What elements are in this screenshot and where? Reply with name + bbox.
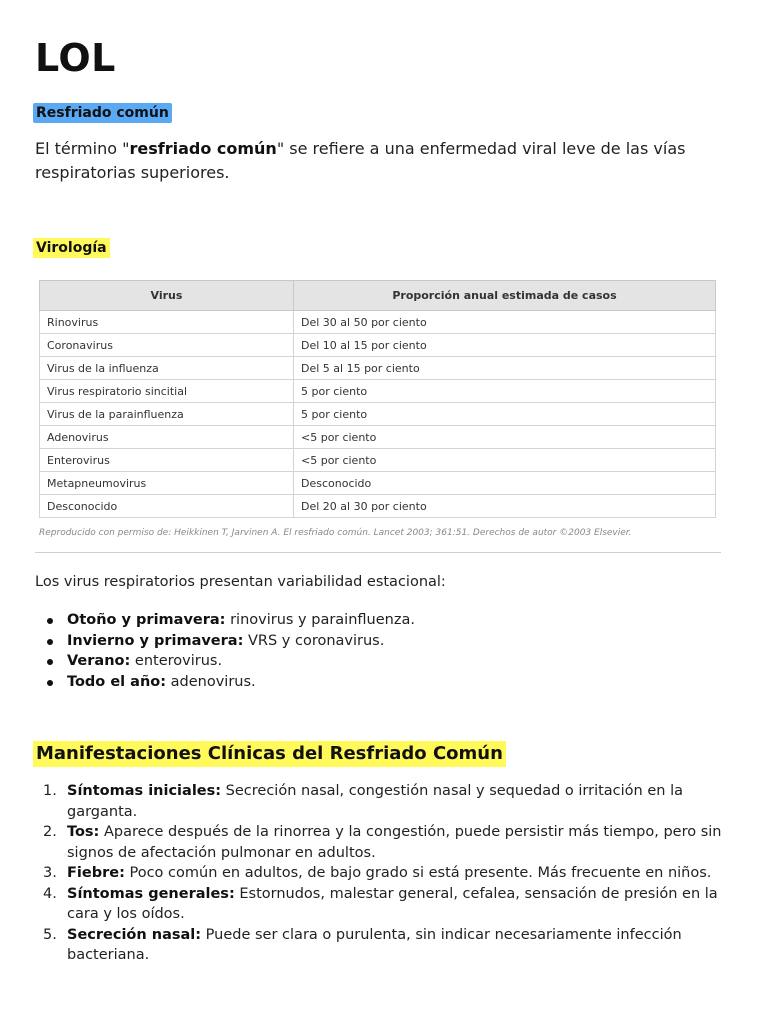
- table-cell-proporcion: Desconocido: [294, 472, 716, 495]
- table-cell-virus: Metapneumovirus: [40, 472, 294, 495]
- bullet-icon: [47, 659, 53, 665]
- bullet-icon: [47, 618, 53, 624]
- list-item-label: Secreción nasal:: [67, 926, 202, 943]
- list-item: [35, 925, 735, 966]
- table-credit: Reproducido con permiso de: Heikkinen T, Jarvinen A. El resfriado común. Lancet 2003; 361:51. Derechos de autor ©2003 Elsevier.: [39, 528, 632, 538]
- table-row: [40, 472, 716, 495]
- table-row: [40, 403, 716, 426]
- list-item: [35, 863, 735, 884]
- table-row: [40, 495, 716, 518]
- list-item-number: 1.: [43, 783, 57, 799]
- page-title: LOL: [35, 36, 116, 80]
- table-cell-virus: Virus de la influenza: [40, 357, 294, 380]
- bullet-icon: [47, 639, 53, 645]
- list-item-text: Secreción nasal, congestión nasal y sequedad o irritación en la garganta.: [67, 783, 683, 820]
- list-item-text: Puede ser clara o purulenta, sin indicar necesariamente infección bacteriana.: [67, 926, 682, 963]
- table-row: [40, 380, 716, 403]
- seasons-list: [35, 610, 415, 692]
- section-heading-virologia: Virología: [33, 238, 110, 258]
- list-item-text: rinovirus y parainfluenza.: [225, 612, 415, 628]
- list-item-number: 3.: [43, 865, 57, 881]
- list-item-number: 4.: [43, 885, 57, 902]
- intro-text-bold: resfriado común: [129, 139, 277, 158]
- table-cell-virus: Desconocido: [40, 495, 294, 518]
- list-item: [35, 631, 415, 652]
- list-item-label: Síntomas iniciales:: [67, 783, 222, 799]
- table-cell-proporcion: 5 por ciento: [294, 380, 716, 403]
- intro-text-before: El término ": [35, 139, 130, 158]
- list-item-text: Estornudos, malestar general, cefalea, sensación de presión en la cara y los oídos.: [67, 885, 718, 922]
- list-item: [35, 672, 415, 693]
- table-header-virus: Virus: [40, 281, 294, 311]
- list-item-label: Todo el año:: [67, 673, 167, 690]
- table-cell-proporcion: Del 5 al 15 por ciento: [294, 357, 716, 380]
- list-item-label: Síntomas generales:: [67, 885, 235, 902]
- list-item-label: Verano:: [67, 653, 131, 669]
- list-item-label: Fiebre:: [67, 865, 125, 881]
- table-cell-virus: Virus respiratorio sincitial: [40, 380, 294, 403]
- table-cell-proporcion: <5 por ciento: [294, 426, 716, 449]
- section-heading-manifestaciones: Manifestaciones Clínicas del Resfriado Común: [33, 741, 506, 767]
- table-cell-virus: Coronavirus: [40, 334, 294, 357]
- table-row: [40, 357, 716, 380]
- table-cell-proporcion: <5 por ciento: [294, 449, 716, 472]
- list-item-text: adenovirus.: [166, 673, 256, 690]
- table-row: [40, 449, 716, 472]
- manifestaciones-list: [35, 781, 735, 966]
- virus-table: [39, 280, 716, 518]
- list-item-number: 2.: [43, 824, 57, 840]
- table-row: [40, 311, 716, 334]
- list-item-text: Poco común en adultos, de bajo grado si está presente. Más frecuente en niños.: [124, 865, 712, 881]
- list-item-text: enterovirus.: [130, 653, 223, 669]
- intro-text-after: " se refiere a una enfermedad viral leve de las vías respiratorias superiores.: [35, 139, 686, 182]
- intro-paragraph: [35, 137, 725, 185]
- section-heading-resfriado: Resfriado común: [33, 103, 172, 123]
- table-row: [40, 426, 716, 449]
- list-item-text: VRS y coronavirus.: [243, 632, 385, 649]
- table-header-row: [40, 281, 716, 311]
- table-cell-proporcion: Del 10 al 15 por ciento: [294, 334, 716, 357]
- table-cell-proporcion: Del 20 al 30 por ciento: [294, 495, 716, 518]
- list-item: [35, 884, 735, 925]
- table-cell-virus: Virus de la parainfluenza: [40, 403, 294, 426]
- list-item-number: 5.: [43, 926, 57, 943]
- table-cell-virus: Rinovirus: [40, 311, 294, 334]
- seasons-intro: Los virus respiratorios presentan variabilidad estacional:: [35, 574, 446, 590]
- divider: [35, 552, 721, 553]
- list-item-label: Otoño y primavera:: [67, 612, 226, 628]
- list-item-label: Tos:: [67, 824, 100, 840]
- table-cell-proporcion: Del 30 al 50 por ciento: [294, 311, 716, 334]
- list-item: [35, 822, 735, 863]
- table-row: [40, 334, 716, 357]
- table-cell-virus: Adenovirus: [40, 426, 294, 449]
- list-item-text: Aparece después de la rinorrea y la congestión, puede persistir más tiempo, pero sin signos de afectación pulmonar en adultos.: [67, 824, 722, 861]
- list-item: [35, 610, 415, 631]
- bullet-icon: [47, 680, 53, 686]
- table-header-proporcion: Proporción anual estimada de casos: [294, 281, 716, 311]
- list-item-label: Invierno y primavera:: [67, 632, 244, 649]
- table-cell-proporcion: 5 por ciento: [294, 403, 716, 426]
- list-item: [35, 651, 415, 672]
- table-cell-virus: Enterovirus: [40, 449, 294, 472]
- list-item: [35, 781, 735, 822]
